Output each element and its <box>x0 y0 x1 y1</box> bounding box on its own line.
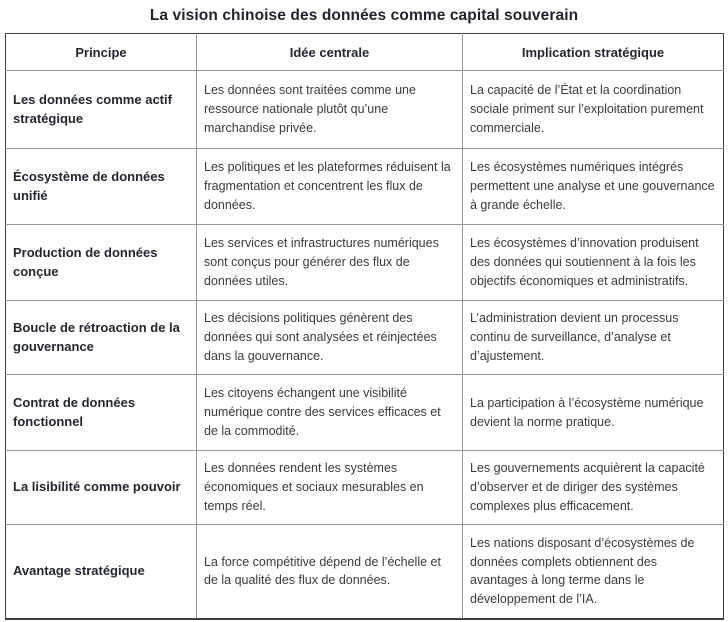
cell-principe: Boucle de rétroaction de la gouvernance <box>6 301 197 375</box>
data-table <box>5 33 724 620</box>
cell-idee-centrale: Les données sont traitées comme une ressource nationale plutôt qu’une marchandise privée. <box>197 71 463 149</box>
cell-implication: Les nations disposant d’écosystèmes de données complets obtiennent des avantages à long terme dans le développement de l’IA. <box>463 525 724 619</box>
column-header-principe: Principe <box>6 34 197 71</box>
header-row <box>6 34 724 71</box>
cell-principe: Écosystème de données unifié <box>6 149 197 225</box>
cell-implication: Les gouvernements acquièrent la capacité d’observer et de diriger des systèmes complexes plus efficacement. <box>463 451 724 525</box>
cell-principe: Contrat de données fonctionnel <box>6 375 197 451</box>
cell-principe: Production de données conçue <box>6 225 197 301</box>
table-row <box>6 149 724 225</box>
table-row <box>6 375 724 451</box>
cell-implication: La capacité de l’État et la coordination sociale priment sur l’exploitation purement commerciale. <box>463 71 724 149</box>
cell-idee-centrale: Les services et infrastructures numériques sont conçus pour générer des flux de données utiles. <box>197 225 463 301</box>
cell-idee-centrale: La force compétitive dépend de l’échelle et de la qualité des flux de données. <box>197 525 463 619</box>
cell-principe: Avantage stratégique <box>6 525 197 619</box>
cell-implication: Les écosystèmes numériques intégrés permettent une analyse et une gouvernance à grande échelle. <box>463 149 724 225</box>
table-row <box>6 525 724 619</box>
cell-principe: La lisibilité comme pouvoir <box>6 451 197 525</box>
table-row <box>6 225 724 301</box>
table-row <box>6 451 724 525</box>
cell-implication: L’administration devient un processus continu de surveillance, d’analyse et d’ajustement. <box>463 301 724 375</box>
table-row <box>6 301 724 375</box>
table-row <box>6 71 724 149</box>
page-title: La vision chinoise des données comme capital souverain <box>149 7 579 24</box>
cell-idee-centrale: Les politiques et les plateformes réduisent la fragmentation et concentrent les flux de données. <box>197 149 463 225</box>
cell-implication: La participation à l’écosystème numérique devient la norme pratique. <box>463 375 724 451</box>
cell-idee-centrale: Les décisions politiques génèrent des données qui sont analysées et réinjectées dans la gouvernance. <box>197 301 463 375</box>
column-header-idee-centrale: Idée centrale <box>197 34 463 71</box>
column-header-implication-strategique: Implication stratégique <box>463 34 724 71</box>
cell-implication: Les écosystèmes d’innovation produisent des données qui soutiennent à la fois les objectifs économiques et administratifs. <box>463 225 724 301</box>
cell-idee-centrale: Les citoyens échangent une visibilité numérique contre des services efficaces et de la commodité. <box>197 375 463 451</box>
cell-idee-centrale: Les données rendent les systèmes économiques et sociaux mesurables en temps réel. <box>197 451 463 525</box>
cell-principe: Les données comme actif stratégique <box>6 71 197 149</box>
